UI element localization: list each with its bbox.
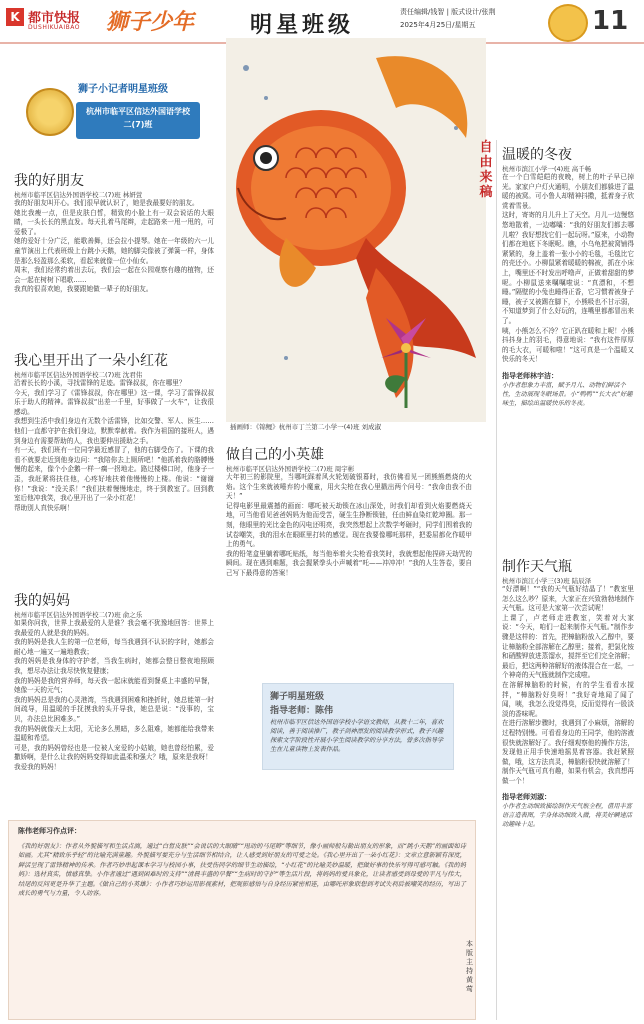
banner-title: 狮子小记者明星班级 bbox=[78, 84, 168, 95]
article-para: 我的好朋友叫开心。我们很早就认识了，她是我最要好的朋友。 bbox=[14, 199, 199, 207]
article-para: 我的妈妈是我的营养师，每天我一起床就能看到餐桌上丰盛的早餐，她像一天的元气； bbox=[14, 676, 214, 695]
teacher-box-title: 狮子明星班级 bbox=[270, 692, 325, 702]
article-para: 如果你问我，世界上我最爱的人是谁？我会毫不犹豫地回答：世界上我最爱的人就是我的妈妈。 bbox=[14, 619, 214, 637]
article-para: 我爱我的妈妈！ bbox=[14, 762, 61, 771]
article-byline: 杭州市临平区信达外国语学校二(7)班 沈君伟 bbox=[14, 371, 143, 379]
illustration-caption: 插画师：《锦鲤》杭州市丁兰第二小学一(4)班 刘成淑 bbox=[230, 423, 382, 431]
brand-title: 狮子少年 bbox=[106, 9, 195, 35]
class-banner bbox=[76, 102, 200, 139]
article-byline: 杭州市滨江小学一(4)班 高千畅 bbox=[502, 165, 592, 173]
lion-medal-icon bbox=[26, 88, 74, 136]
article-para: 我的妈妈总是我的心灵港湾，当我遇到困难和挫折时，她总能第一时间疏导，用温暖的手抚摸我的头开导我，她总是说：“没事的，宝贝，办法总比困难多。” bbox=[14, 695, 214, 723]
teacher-comment: 小作者生动细致描绘制作天气瓶全程，借用丰富语言造表图，字身体动细致入微，将美好瞬速活动趣味十足。 bbox=[502, 803, 632, 829]
article-para: 有一天，我们班有一位同学最近感冒了，他的右脚受伤了。下课的我看不就要走近到他身边问：“我陪你去上厕所吧！”他抓着我的胳膊慢慢的起来，像个小企鹅一样一瘸一拐地走。路过楼梯口时，他身子一歪，我赶紧将扶住他，心疼好地扶着他慢慢的上楼。他说：“谢谢你！”我说：“没关系！”我们扶着慢慢地走，终于到教室了。回到教室后他冲我笑，我心里开出了一朵小红花！ bbox=[14, 446, 214, 503]
article-para: 这时，寄寄的月儿升上了天空。月儿一边慢悠悠地散着，一边嘟囔：“我的好朋友们都去哪儿啦？我好想找它们一起玩呀。”原来，小动物们都在地底下冬眠呢。瞧，小乌龟把被窝铺得紧紧的，身上盖着一张小小的毛毯，毛毯比它的壳还小。小柳鼠紧着暖暖的棉被，抓在小床上，嘴里还不时发出呼噜声，正做着甜甜的梦呢。小柳鼠送来嘱嘱啦说：“真漂和，不想睡。”隔壁的小兔也睡得正香，它习惯着被身子睡，被子又被踢在脚下，小熊吸也不甘示弱，不知道梦到了什么好玩的，连嘴里都都冒出来了。 bbox=[502, 211, 634, 325]
column-divider bbox=[496, 140, 497, 1020]
article-para: 我的妈妈是我人生的第一位老师，每当我遇到不认识的字时，她都会耐心地一遍又一遍地教我； bbox=[14, 638, 214, 656]
article-para: 我想到生活中我们身边有无数个活雷锋，比如交警、军人、医生……他们一直都守护在我们身边，默默奉献着。我作为祖国的接班人，遇到身边有需要帮助的人，我也要伸出援助之手。 bbox=[14, 417, 214, 445]
teacher-box-name: 指导老师：陈伟 bbox=[270, 706, 334, 716]
article-para: 我真的很喜欢她，我要跟她做一辈子的好朋友。 bbox=[14, 285, 153, 294]
page-host-label: 本版主持 黄莺 bbox=[466, 940, 473, 993]
teacher-comment-title: 指导老师林宇洁： bbox=[502, 371, 558, 380]
article-para: “好漂啊！”“我的天气瓶好结晶了！”教室里怎么这么吵？原来，大家正在兴致勃勃地制作天气瓶。这可是大家第一次尝试呢！ bbox=[502, 585, 634, 613]
banner-class: 二(7)班 bbox=[123, 120, 153, 129]
teacher-comment-title: 指导老师刘淑： bbox=[502, 793, 551, 802]
article-byline: 杭州市临平区信达外国语学校二(7)班 俞之乐 bbox=[14, 611, 143, 619]
article-byline: 杭州市滨江小学三(3)班 陆辰泽 bbox=[502, 577, 592, 585]
article-para: 制作天气瓶可真有趣，如果有机会，我真想再做一个！ bbox=[502, 767, 634, 785]
section-title: 明星班级 bbox=[250, 12, 355, 38]
article-title: 我心里开出了一朵小红花 bbox=[14, 353, 168, 369]
article-para: 我的妈妈是我身体的守护者，当我生病时，她都会整日整夜地照顾我，想尽办法让我尽快恢复健康； bbox=[14, 657, 214, 675]
article-title: 我的妈妈 bbox=[14, 593, 70, 609]
article-title: 做自己的小英雄 bbox=[226, 447, 324, 463]
article-para: 周末，我们经常约着出去玩，我们会一起在公园观察有趣的植物，还会一起在树树下唱歌…… bbox=[14, 266, 214, 284]
article-byline: 杭州市临平区信达外国语学校二(7)班 林妍萱 bbox=[14, 191, 143, 199]
article-my-mother bbox=[14, 590, 214, 773]
article-para: 大年初三的影院里，当哪吒踩着风火轮划破银幕时，我仿佛看见一团熊熊燃烧的火焰。这个生来就被唾弃的小魔童，用火尖枪在我心里戳出两个问号：“我命由我不由天！” bbox=[226, 473, 472, 501]
article-para: 沿着长长的小溪，寻找雷锋的足迹。雷锋叔叔，你在哪里？ bbox=[14, 379, 186, 387]
newspaper-logo-cn: 都市快报 bbox=[28, 11, 81, 26]
article-para: 她比我瘦一点，但是皮肤白皙，精致的小脸上有一双会说话的大眼睛，一头长长的黑直发。每天扎着马尾辫，走起路来一甩一甩的，可爱极了。 bbox=[14, 208, 214, 236]
koi-fish-illustration bbox=[226, 38, 486, 422]
article-para: 可是，我的妈妈曾经也是一位被人宠爱的小姑娘，她也曾经怕累，爱撒娇啊，是什么让我的妈妈变得如此温柔和强大？哦，原来是我呀！ bbox=[14, 743, 214, 762]
article-para: 我的妈妈就像天上太阳，无论多么黑暗，多么阻难，她都能给我带来温暖和希望。 bbox=[14, 724, 214, 743]
article-para: 在进行溶解步骤时，我遇到了小麻烦，溶解的过程特别慢。可看看身边的王同学，他的溶液很快就溶解好了。我仔细观察他的操作方法，发现他正用手快速地摇晃着容器。我赶紧照做，哦，这方法真灵，樟脑粉很快就溶解了！ bbox=[502, 719, 634, 766]
teacher-box-bio: 杭州市临平区信达外国语学校小学语文教师，从教十二年，喜欢阅读，善于阅读推广，教子剑神漂发的阅读教学形式，教子兴趣探索文字阶段性开展小学生阅读教学的分享方法，曾多次指导学生在儿童读物上发表作品。 bbox=[270, 719, 444, 753]
date-line: 2025年4月25日/星期五 bbox=[400, 21, 476, 29]
free-submission-label: 自由来稿 bbox=[479, 140, 493, 200]
comment-text: 《我的好朋友》：作者从外貌描写和生活点滴，通过“白皙皮肤”“会说话的大眼睛”“甩动的马尾辫”等细节，像小画师般勾勒出朋友的形象，而“跳小天鹅”的画面如诗如画。尤其“精致乐乎轻”的比喻充满童趣。外貌描写要充分与生活细节相结合，让人感受到好朋友的可爱之处。《我心里开出了一朵小红花》：文章立意新颖有深度，鲜活呈现了雷锋精神的传承。作者巧妙串起课本学习与校园小事，扶受伤同学的细节生动描绘，“小红花”的比喻美妙温暖，把做好事的快乐写得可感可触。《我的妈妈》：选材真实，情感真挚。小作者通过“遇到困难时的支持”“清晨丰盛的早餐”“生病时的守护”等生活片段，将妈妈的爱具象化，让读者感受到母爱的平凡与伟大，结尾的反问更是升华了主题。《做自己的小英雄》：小作者巧妙运用影视素材，把观影感悟与自身经历紧密相连，由哪吒形象联想到考试失利后被嘲笑的经历，写出了成长的勇气与力量，令人动容。 bbox=[18, 843, 466, 898]
teacher-comment: 小作者想象力丰富，赋予月儿、动物们鲜活个性，生动展现冬眠场景。小“鸭鸭”“长大衣”好趣味生，描绘出温暖快乐的冬夜。 bbox=[502, 381, 633, 407]
article-para: 她的爱好十分广泛，能歌善舞，还会拉小提琴。她在一年级的六一儿童节演出上代表班级上台跳小天鹅，她的脚尖像被了弹簧一样，身体是那么轻盈那么柔软，看起来就像一位小仙女。 bbox=[14, 237, 214, 265]
article-warm-winter-night bbox=[502, 144, 634, 408]
article-byline: 杭州市临平区信达外国语学校二(7)班 周宇彬 bbox=[226, 465, 355, 473]
logo-mark-icon: K bbox=[6, 8, 24, 26]
article-title: 制作天气瓶 bbox=[502, 559, 572, 575]
article-para: 帮助别人真快乐啊！ bbox=[14, 503, 74, 512]
article-title: 温暖的冬夜 bbox=[502, 147, 572, 163]
editor-line: 责任编辑/钱智 | 版式设计/张荆 bbox=[400, 8, 496, 16]
comment-title: 陈伟老师习作点评： bbox=[18, 827, 81, 835]
banner-school: 杭州市临平区信达外国语学校 bbox=[86, 107, 190, 116]
article-little-red-flower bbox=[14, 350, 214, 513]
article-para: 在溶解樟脑粉的时候，有的学生看看水搅拌，“樟脑粉好臭呀！”我好奇地闻了闻了闻，咦，我怎么没觉得臭，反而觉得有一股淡淡的香味呢。 bbox=[502, 680, 634, 718]
koi-fish-icon bbox=[226, 38, 486, 422]
article-para: 我的铅笔盒里躺着哪吒贴纸，每当他举着火尖枪看我笑时，我就想起他捏碎天劫咒的瞬间。现在遇到难题，我会握紧拳头小声喊着“吒——冲冲冲！”我的人生答卷，要自己写下最得意的答案！ bbox=[226, 549, 472, 577]
article-little-hero bbox=[226, 444, 472, 579]
article-para: 上课了，卢老师走进教室，笑着对大家说：“今天，咱们一起来制作天气瓶。”制作步骤是这样的：首先，把樟脑粉放入乙醇中，要让樟脑粉全部溶解在乙醇里；接着，把氯化铵和硝酸钾放进蒸馏水，搅拌至它们完全溶解；最后，把这两种溶解好的液体混合在一起，一个神奇的天气瓶就制作完成啦。 bbox=[502, 613, 634, 680]
article-para: 记得电影里最震撼的画面：哪吒被天劫锁在冰山深处，时我们却看到火焰要燃烧天地，可当他看见爸爸妈妈为他而受苦，硬生生挣断锁链，任由鲜血染红乾坤圈。那一刻，他眼里的光比金色的闪电还明亮，我突然想起上次数学考砸时，同学们围着我的试卷嘲笑，我的泪水在眼眶里打转的感觉。现在我要像哪吒那样，把委屈都化作暖甲上的勇气。 bbox=[226, 501, 472, 549]
page-number: 11 bbox=[592, 6, 629, 36]
newspaper-logo-en: DUSHIKUAIBAO bbox=[28, 24, 80, 31]
lion-mascot-icon bbox=[548, 4, 588, 42]
article-para: 在一个白雪皑皑的夜晚，树上的叶子早已掉光。家家户户灯火通明，小朋友们都躲进了温暖的被窝。可小鲁人却精神抖擞，抵着身子欣赏着雪景。 bbox=[502, 173, 634, 210]
article-title: 我的好朋友 bbox=[14, 173, 84, 189]
article-weather-bottle bbox=[502, 556, 634, 829]
article-my-friend bbox=[14, 170, 214, 295]
article-para: 咦，小熊怎么不冷？它正趴在暖和上呢！小熊抖抖身上的羽毛，得意地说：“我有这件厚厚的毛大衣，可暖和啦！”这可真是一个温暖又快乐的冬天！ bbox=[502, 326, 634, 364]
article-para: 今天，我们学习了《雷锋叔叔，你在哪里》这一课，学习了雷锋叔叔乐于助人的精神。雷锋叔叔“出差一千里，好事做了一火车”，让我很感动。 bbox=[14, 388, 214, 416]
